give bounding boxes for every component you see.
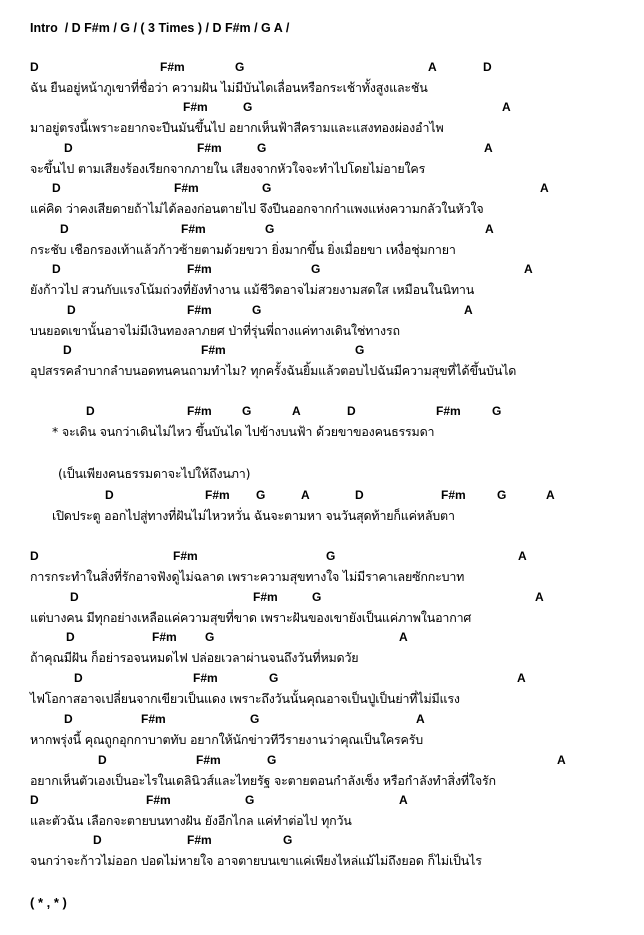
chord: D: [66, 630, 75, 644]
chord: D: [355, 488, 364, 502]
chord: G: [250, 712, 260, 726]
lyric-line: การกระทำในสิ่งที่รักอาจฟังดูไม่ฉลาด เพราะความสุขทางใจ ไม่มีราคาเลยซักกะบาท: [30, 569, 465, 584]
chord: F#m: [187, 404, 212, 418]
lyric-line: จะขึ้นไป ตามเสียงร้องเรียกจากภายใน เสียงจากหัวใจจะทำไปโดยไม่อายใคร: [30, 161, 426, 176]
chord: D: [52, 262, 61, 276]
chord: F#m: [141, 712, 166, 726]
lyric-line: อุปสรรคลำบากลำบนอดทนคนถามทำไม? ทุกครั้งฉันยิ้มแล้วตอบไปฉันมีความสุขที่ได้ขึ้นบันได: [30, 363, 517, 378]
chord: A: [399, 793, 408, 807]
chord: A: [557, 753, 566, 767]
lyric-line: หากพรุ่งนี้ คุณถูกอุกกาบาตทับ อยากให้นักข่าวทีวีรายงานว่าคุณเป็นใครครับ: [30, 732, 423, 747]
chord: F#m: [441, 488, 466, 502]
chord: D: [70, 590, 79, 604]
intro-chords: Intro / D F#m / G / ( 3 Times ) / D F#m / G A /: [30, 21, 290, 35]
chord: A: [464, 303, 473, 317]
chord: F#m: [146, 793, 171, 807]
chord: D: [52, 181, 61, 195]
chord: F#m: [174, 181, 199, 195]
chord: G: [283, 833, 293, 847]
chord: F#m: [193, 671, 218, 685]
chord: D: [30, 793, 39, 807]
chord: G: [326, 549, 336, 563]
chord: A: [399, 630, 408, 644]
chord: D: [483, 60, 492, 74]
lyric-line: * จะเดิน จนกว่าเดินไม่ไหว ขึ้นบันได ไปข้างบนฟ้า ด้วยขาของคนธรรมดา: [52, 424, 435, 439]
lyric-line: ยังก้าวไป สวนกับแรงโน้มถ่วงที่ยังทำงาน แม้ชีวิตอาจไม่สวยงามสดใส เหมือนในนิทาน: [30, 282, 475, 297]
chord: G: [355, 343, 365, 357]
chord: D: [30, 60, 39, 74]
chord: F#m: [187, 262, 212, 276]
chord: A: [546, 488, 555, 502]
chord: G: [262, 181, 272, 195]
chord: A: [535, 590, 544, 604]
chord: A: [484, 141, 493, 155]
chord: F#m: [253, 590, 278, 604]
lyric-line: บนยอดเขานั้นอาจไม่มีเงินทองลาภยศ ป่าที่รุ่นพี่ถางแค่ทางเดินใช่ทางรถ: [30, 323, 400, 338]
chord: D: [63, 343, 72, 357]
chord: A: [502, 100, 511, 114]
chord: F#m: [201, 343, 226, 357]
chord: D: [105, 488, 114, 502]
chord: A: [518, 549, 527, 563]
chord: G: [267, 753, 277, 767]
lyric-line: เปิดประตู ออกไปสู่ทางที่ฝันไม่ไหวหวั่น ฉันจะตามหา จนวันสุดท้ายก็แค่หลับตา: [52, 508, 455, 523]
chord: A: [428, 60, 437, 74]
chord: F#m: [187, 833, 212, 847]
chord: A: [524, 262, 533, 276]
repeat-marker: ( * , * ): [30, 895, 67, 910]
chord: G: [256, 488, 266, 502]
chord: F#m: [196, 753, 221, 767]
lyric-line: อยากเห็นตัวเองเป็นอะไรในเดลินิวส์และไทยรัฐ จะตายตอนกำลังเซ็ง หรือกำลังทำสิ่งที่ใจรัก: [30, 773, 496, 788]
chord: G: [245, 793, 255, 807]
lyric-line: จนกว่าจะก้าวไม่ออก ปอดไม่หายใจ อาจตายบนเขาแค่เพียงไหล่แม้ไม่ถึงยอด ก็ไม่เป็นไร: [30, 853, 482, 868]
lyric-line: (เป็นเพียงคนธรรมดาจะไปให้ถึงนภา): [58, 466, 251, 481]
lyric-line: แค่คิด ว่าคงเสียดายถ้าไม่ได้ลองก่อนตายไป จึงปีนออกจากกำแพงแห่งความกลัวในหัวใจ: [30, 201, 484, 216]
lyric-line: มาอยู่ตรงนี้เพราะอยากจะปีนมันขึ้นไป อยากเห็นฟ้าสีครามและแสงทองผ่องอำไพ: [30, 120, 444, 135]
chord: G: [497, 488, 507, 502]
chord: D: [64, 712, 73, 726]
lyric-line: แต่บางคน มีทุกอย่างเหลือแค่ความสุขที่ขาด เพราะฝันของเขายังเป็นแค่ภาพในอากาศ: [30, 610, 472, 625]
chord: G: [265, 222, 275, 236]
chord: G: [312, 590, 322, 604]
chord: D: [64, 141, 73, 155]
chord: D: [86, 404, 95, 418]
chord: D: [74, 671, 83, 685]
lyric-line: ไฟโอกาสอาจเปลี่ยนจากเขียวเป็นแดง เพราะถึงวันนั้นคุณอาจเป็นปู่เป็นย่าที่ไม่มีแรง: [30, 691, 460, 706]
chord: D: [347, 404, 356, 418]
chord: A: [301, 488, 310, 502]
chord: A: [540, 181, 549, 195]
lyric-line: ฉัน ยืนอยู่หน้าภูเขาที่ชื่อว่า ความฝัน ไม่มีบันไดเลื่อนหรือกระเช้าทั้งสูงและชัน: [30, 80, 428, 95]
chord: G: [269, 671, 279, 685]
chord: F#m: [181, 222, 206, 236]
chord: F#m: [197, 141, 222, 155]
chord: F#m: [160, 60, 185, 74]
chord: D: [30, 549, 39, 563]
chord: G: [311, 262, 321, 276]
chord: F#m: [187, 303, 212, 317]
chord: G: [235, 60, 245, 74]
chord: F#m: [152, 630, 177, 644]
chord: G: [242, 404, 252, 418]
chord: F#m: [183, 100, 208, 114]
chord: F#m: [173, 549, 198, 563]
chord: G: [243, 100, 253, 114]
chord: D: [67, 303, 76, 317]
chord: F#m: [205, 488, 230, 502]
chord: D: [93, 833, 102, 847]
chord: G: [252, 303, 262, 317]
chord: D: [60, 222, 69, 236]
chord: A: [517, 671, 526, 685]
chord: G: [205, 630, 215, 644]
lyric-line: และตัวฉัน เลือกจะตายบนทางฝัน ยังอีกไกล แค่ทำต่อไป ทุกวัน: [30, 813, 352, 828]
chord: A: [292, 404, 301, 418]
lyric-line: ถ้าคุณมีฝัน ก็อย่ารอจนหมดไฟ ปล่อยเวลาผ่านจนถึงวันที่หมดวัย: [30, 650, 359, 665]
chord: G: [492, 404, 502, 418]
chord: A: [485, 222, 494, 236]
lyric-line: กระชับ เชือกรองเท้าแล้วก้าวซ้ายตามด้วยขวา ยิ่งมากขึ้น ยิ่งเมื่อยขา เหงื่อชุ่มกายา: [30, 242, 456, 257]
chord: A: [416, 712, 425, 726]
chord: D: [98, 753, 107, 767]
chord: F#m: [436, 404, 461, 418]
chord: G: [257, 141, 267, 155]
